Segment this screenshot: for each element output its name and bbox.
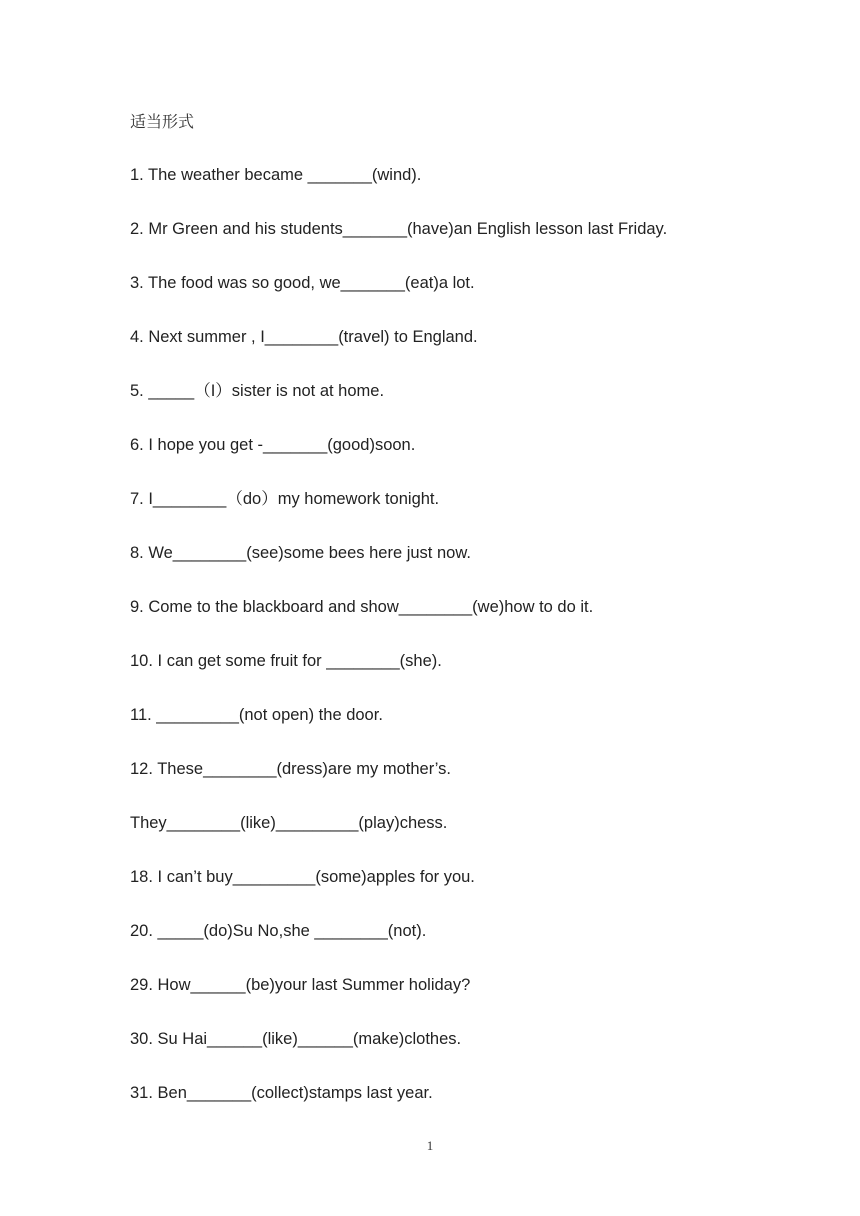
exercise-line: 12. These________(dress)are my mother’s. (130, 760, 452, 778)
exercise-line: 20. _____(do)Su No,she ________(not). (130, 922, 427, 940)
exercise-line: 29. How______(be)your last Summer holiday? (130, 976, 471, 994)
exercise-line: 10. I can get some fruit for ________(she). (130, 652, 442, 670)
exercise-line: 2. Mr Green and his students_______(have)an English lesson last Friday. (130, 220, 668, 238)
exercise-line: 11. _________(not open) the door. (130, 706, 383, 724)
page-number: 1 (426, 1138, 434, 1153)
exercise-line: 6. I hope you get -_______(good)soon. (130, 436, 416, 454)
exercise-line: 3. The food was so good, we_______(eat)a lot. (130, 274, 475, 292)
exercise-line: They________(like)_________(play)chess. (130, 814, 448, 832)
exercise-line: 18. I can’t buy_________(some)apples for you. (130, 868, 475, 886)
exercise-line: 1. The weather became _______(wind). (130, 166, 422, 184)
exercise-line: 7. I________（do）my homework tonight. (130, 490, 440, 508)
exercise-list (130, 164, 667, 1136)
exercise-line: 30. Su Hai______(like)______(make)clothes. (130, 1030, 462, 1048)
exercise-line: 4. Next summer , I________(travel) to England. (130, 328, 478, 346)
exercise-line: 8. We________(see)some bees here just now. (130, 544, 471, 562)
exercise-line: 9. Come to the blackboard and show________(we)how to do it. (130, 598, 594, 616)
page-heading: 适当形式 (130, 112, 195, 131)
exercise-line: 5. _____（I）sister is not at home. (130, 382, 385, 400)
exercise-line: 31. Ben_______(collect)stamps last year. (130, 1084, 433, 1102)
